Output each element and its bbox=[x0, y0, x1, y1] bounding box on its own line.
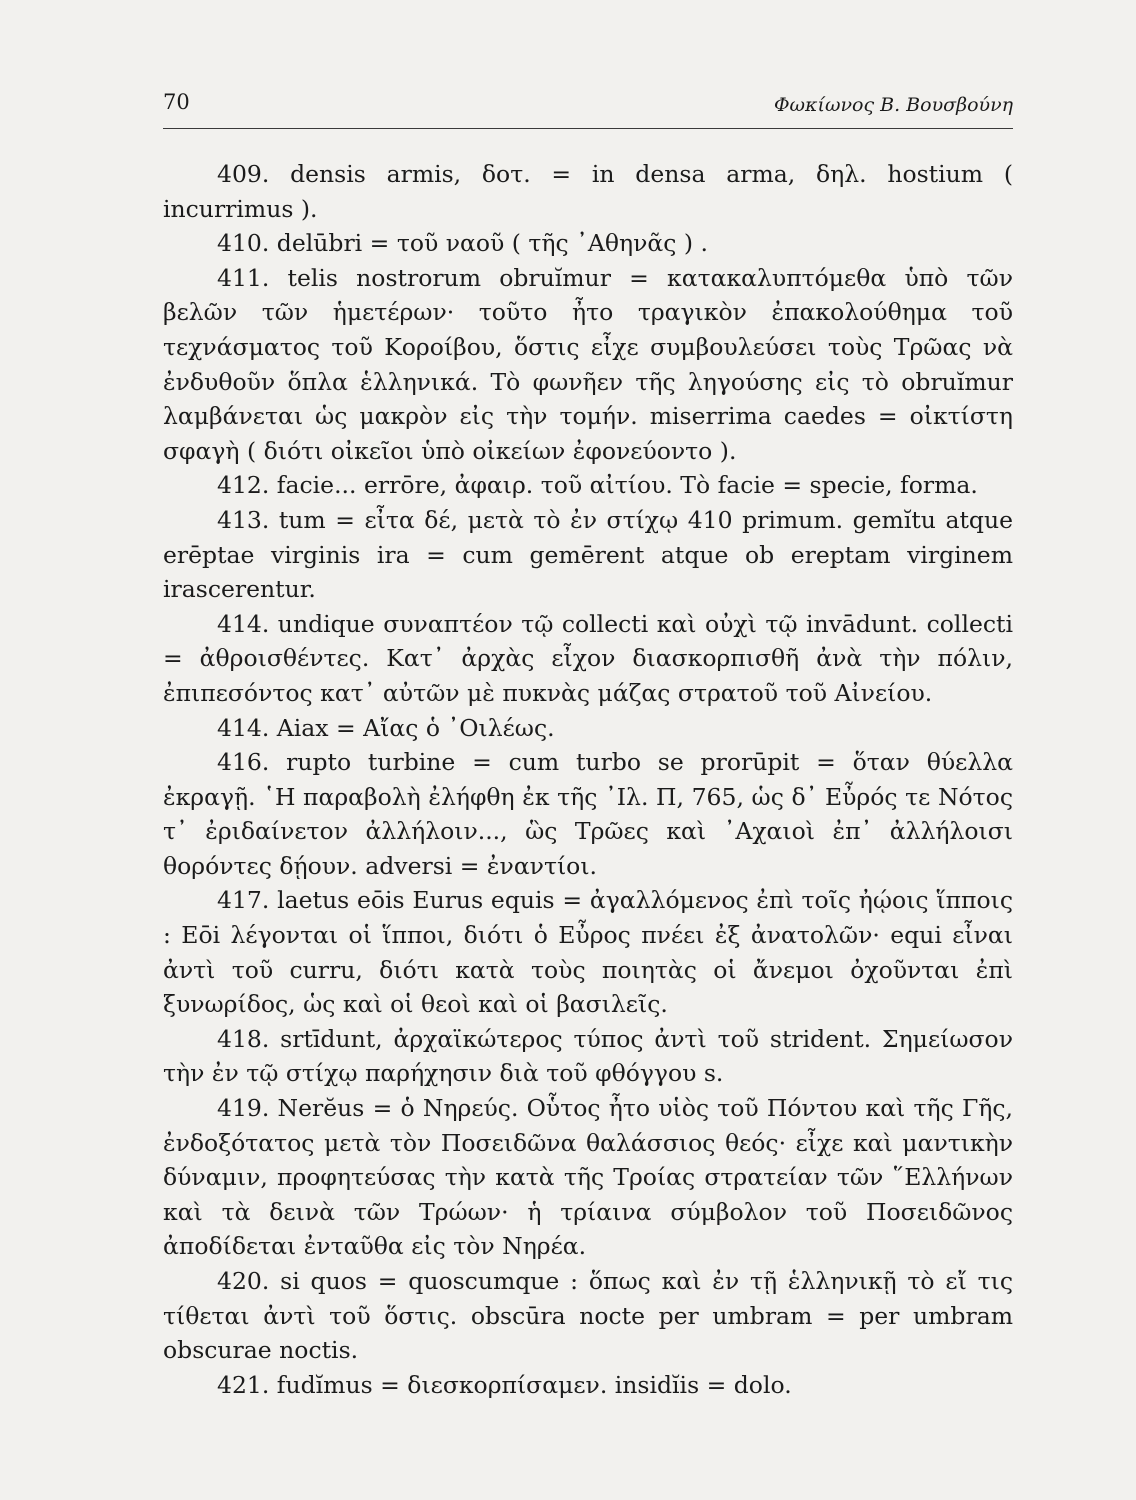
note-413: 413. tum = εἶτα δέ, μετὰ τὸ ἐν στίχῳ 410 primum. gemĭtu atque erēptae virginis ira = cum gemērent atque ob ereptam virginem irascerentur. bbox=[163, 505, 1013, 604]
page-number: 70 bbox=[163, 90, 190, 114]
note-412: 412. facie... errōre, ἀφαιρ. τοῦ αἰτίου. Τὸ facie = specie, forma. bbox=[217, 471, 978, 500]
note-419: 419. Nerĕus = ὁ Νηρεύς. Οὗτος ἦτο υἱὸς τοῦ Πόντου καὶ τῆς Γῆς, ἐνδοξότατος μετὰ τὸν Ποσειδῶνα θαλάσσιος θεός· εἶχε καὶ μαντικὴν δύναμιν, προφητεύσας τὴν κατὰ τῆς Τροίας στρατείαν τῶν ῞Ελλήνων καὶ τὰ δεινὰ τῶν Τρώων· ἡ τρίαινα σύμβολον τοῦ Ποσειδῶνος ἀποδίδεται ἐνταῦθα εἰς τὸν Νηρέα. bbox=[163, 1094, 1013, 1261]
note-417: 417. laetus eōis Eurus equis = ἀγαλλόμενος ἐπὶ τοῖς ἠῴοις ἵπποις : Eōi λέγονται οἱ ἵπποι, διότι ὁ Εὖρος πνέει ἐξ ἀνατολῶν· equi εἶναι ἀντὶ τοῦ curru, διότι κατὰ τοὺς ποιητὰς οἱ ἄνεμοι ὀχοῦνται ἐπὶ ξυνωρίδος, ὡς καὶ οἱ θεοὶ καὶ οἱ βασιλεῖς. bbox=[163, 886, 1013, 1019]
note-410: 410. delūbri = τοῦ ναοῦ ( τῆς ᾿Αθηνᾶς ) . bbox=[217, 229, 708, 258]
commentary-body bbox=[163, 157, 1013, 1402]
note-414-undique: 414. undique συναπτέον τῷ collecti καὶ οὐχὶ τῷ invādunt. collecti = ἀθροισθέντες. Κατ᾽ ἀρχὰς εἶχον διασκορπισθῆ ἀνὰ τὴν πόλιν, ἐπιπεσόντος κατ᾽ αὐτῶν μὲ πυκνὰς μάζας στρατοῦ τοῦ Αἰνείου. bbox=[163, 609, 1013, 707]
note-416: 416. rupto turbine = cum turbo se prorūpit = ὅταν θύελλα ἐκραγῇ. ῾Η παραβολὴ ἐλήφθη ἐκ τῆς ᾿Ιλ. Π, 765, ὡς δ᾽ Εὖρός τε Νότος τ᾽ ἐριδαίνετον ἀλλήλοιν..., ὣς Τρῶες καὶ ᾿Αχαιοὶ ἐπ᾽ ἀλλήλοισι θορόντες δῄουν. adversi = ἐναντίοι. bbox=[163, 748, 1013, 880]
running-head: Φωκίωνος Β. Βουσβούνη bbox=[773, 94, 1013, 116]
note-418: 418. srtīdunt, ἀρχαϊκώτερος τύπος ἀντὶ τοῦ strident. Σημείωσον τὴν ἐν τῷ στίχῳ παρήχησιν διὰ τοῦ φθόγγου s. bbox=[163, 1024, 1013, 1088]
note-409: 409. densis armis, δοτ. = in densa arma, δηλ. hostium ( incurrimus ). bbox=[163, 160, 1013, 223]
note-414-aiax: 414. Aiax = Αἴας ὁ ᾿Οιλέως. bbox=[217, 713, 555, 742]
page-header bbox=[163, 86, 1013, 129]
note-411: 411. telis nostrorum obruĭmur = κατακαλυπτόμεθα ὑπὸ τῶν βελῶν τῶν ἡμετέρων· τοῦτο ἦτο τραγικὸν ἐπακολούθημα τοῦ τεχνάσματος τοῦ Κοροίβου, ὅστις εἶχε συμβουλεύσει τοὺς Τρῶας νὰ ἐνδυθοῦν ὅπλα ἑλληνικά. Τὸ φωνῆεν τῆς ληγούσης εἰς τὸ obruĭmur λαμβάνεται ὡς μακρὸν εἰς τὴν τομήν. miserrima caedes = οἰκτίστη σφαγὴ ( διότι οἰκεῖοι ὑπὸ οἰκείων ἐφονεύοντο ). bbox=[163, 263, 1013, 465]
note-420: 420. si quos = quoscumque : ὅπως καὶ ἐν τῇ ἑλληνικῇ τὸ εἴ τις τίθεται ἀντὶ τοῦ ὅστις. obscūra nocte per umbram = per umbram obscurae noctis. bbox=[163, 1267, 1013, 1365]
note-421: 421. fudĭmus = διεσκορπίσαμεν. insidĭis = dolo. bbox=[217, 1370, 792, 1399]
